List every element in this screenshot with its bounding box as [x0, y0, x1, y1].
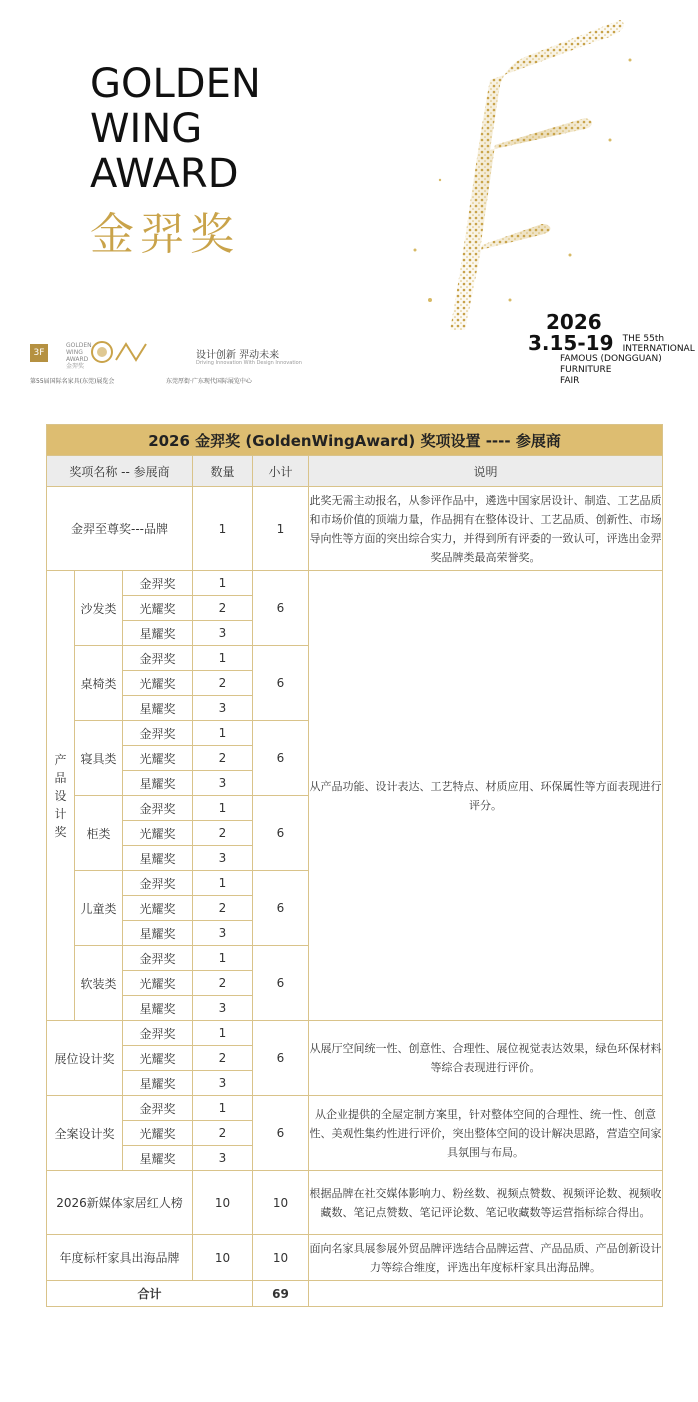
award-tier: 金羿奖: [123, 871, 193, 896]
qty-cell: 1: [193, 871, 253, 896]
award-tier: 星耀奖: [123, 1146, 193, 1171]
qty-cell: 3: [193, 696, 253, 721]
subtotal-cell: 1: [253, 487, 309, 571]
fair-edition-number: THE 55th: [622, 334, 665, 344]
vertical-char: 品: [54, 770, 67, 785]
qty-cell: 3: [193, 996, 253, 1021]
logo-line: AWARD: [90, 151, 239, 197]
award-name-booth: 展位设计奖: [47, 1021, 123, 1096]
qty-cell: 10: [193, 1235, 253, 1281]
category-sofa: 沙发类: [75, 571, 123, 646]
total-value: 69: [253, 1281, 309, 1307]
fair-date-range: 3.15-19: [528, 331, 614, 355]
logo-line: GOLDEN: [90, 61, 261, 107]
qty-cell: 1: [193, 796, 253, 821]
award-tier: 星耀奖: [123, 1071, 193, 1096]
qty-cell: 2: [193, 1121, 253, 1146]
category-children: 儿童类: [75, 871, 123, 946]
qty-cell: 2: [193, 896, 253, 921]
table-title: 2026 金羿奖 (GoldenWingAward) 奖项设置 ---- 参展商: [47, 425, 663, 456]
subtotal-cell: 6: [253, 946, 309, 1021]
award-tier: 金羿奖: [123, 946, 193, 971]
total-label: 合计: [47, 1281, 253, 1307]
qty-cell: 1: [193, 1021, 253, 1046]
category-cabinet: 柜类: [75, 796, 123, 871]
award-tier: 星耀奖: [123, 696, 193, 721]
qty-cell: 10: [193, 1171, 253, 1235]
award-tier: 星耀奖: [123, 846, 193, 871]
description-cell: 此奖无需主动报名，从参评作品中，遴选中国家居设计、制造、工艺品质和市场价值的顶端力量，作品拥有在整体设计、工艺品质、创新性、市场导向性等方面的突出综合实力，并得到所有评委的一致认可，评选出金羿奖品牌类最高荣誉奖。: [309, 487, 663, 571]
qty-cell: 2: [193, 671, 253, 696]
award-name-export-brand: 年度标杆家具出海品牌: [47, 1235, 193, 1281]
award-tier: 光耀奖: [123, 596, 193, 621]
small-award-mark: GOLDEN WING AWARD 金羿奖: [66, 342, 92, 370]
description-cell: 从展厅空间统一性、创意性、合理性、展位视觉表达效果，绿色环保材料等综合表现进行评价。: [309, 1021, 663, 1096]
award-name-new-media: 2026新媒体家居红人榜: [47, 1171, 193, 1235]
fair-name: [560, 354, 695, 387]
organizer-right: 东莞厚街·广东现代国际展览中心: [166, 378, 252, 385]
subtotal-cell: 6: [253, 721, 309, 796]
award-settings-table: [46, 424, 663, 1307]
award-tier: 金羿奖: [123, 646, 193, 671]
vertical-char: 设: [54, 788, 67, 803]
award-name-supreme: 金羿至尊奖---品牌: [47, 487, 193, 571]
award-tier: 光耀奖: [123, 821, 193, 846]
product-design-award-label: [47, 571, 75, 1021]
hero-banner: [0, 0, 698, 410]
qty-cell: 1: [193, 946, 253, 971]
category-soft-decor: 软装类: [75, 946, 123, 1021]
award-tier: 光耀奖: [123, 1046, 193, 1071]
subtotal-cell: 10: [253, 1235, 309, 1281]
award-name-whole-house: 全案设计奖: [47, 1096, 123, 1171]
qty-cell: 1: [193, 1096, 253, 1121]
header-quantity: 数量: [193, 456, 253, 487]
award-tier: 光耀奖: [123, 1121, 193, 1146]
subtotal-cell: 6: [253, 871, 309, 946]
3f-logo-icon: 3F: [30, 344, 48, 362]
organizer-left: 第55届国际名家具(东莞)展览会: [30, 378, 115, 385]
award-tier: 金羿奖: [123, 1096, 193, 1121]
qty-cell: 1: [193, 721, 253, 746]
award-tier: 星耀奖: [123, 621, 193, 646]
logo-line: WING: [90, 106, 203, 152]
category-bedding: 寝具类: [75, 721, 123, 796]
award-tier: 金羿奖: [123, 1021, 193, 1046]
qty-cell: 3: [193, 621, 253, 646]
total-empty-cell: [309, 1281, 663, 1307]
slogan-text: 设计创新 羿动未来: [196, 350, 280, 361]
qty-cell: 2: [193, 821, 253, 846]
award-tier: 光耀奖: [123, 746, 193, 771]
award-tier: 金羿奖: [123, 721, 193, 746]
description-cell: 面向名家具展参展外贸品牌评选结合品牌运营、产品品质、产品创新设计力等综合维度，评选出年度标杆家具出海品牌。: [309, 1235, 663, 1281]
golden-wing-award-logo: [90, 62, 261, 197]
fair-international: INTERNATIONAL: [622, 344, 695, 354]
award-tier: 金羿奖: [123, 571, 193, 596]
header-subtotal: 小计: [253, 456, 309, 487]
logo-chinese-name: 金羿奖: [90, 209, 240, 260]
subtotal-cell: 6: [253, 796, 309, 871]
qty-cell: 1: [193, 571, 253, 596]
award-tier: 星耀奖: [123, 996, 193, 1021]
slogan-subtitle: Driving Innovation With Design Innovation: [196, 360, 302, 366]
fair-date-block: [528, 312, 695, 387]
subtotal-cell: 10: [253, 1171, 309, 1235]
header-description: 说明: [309, 456, 663, 487]
fair-edition: [623, 334, 695, 354]
qty-cell: 3: [193, 921, 253, 946]
swirl-logo-icon: [90, 340, 150, 364]
subtotal-cell: 6: [253, 646, 309, 721]
description-cell: 从企业提供的全屋定制方案里，针对整体空间的合理性、统一性、创意性、美观性集约性进行评价，突出整体空间的设计解决思路，营造空间家具氛围与布局。: [309, 1096, 663, 1171]
award-tier: 光耀奖: [123, 971, 193, 996]
award-tier: 星耀奖: [123, 771, 193, 796]
qty-cell: 2: [193, 746, 253, 771]
fair-name-line: FURNITURE: [560, 365, 612, 375]
qty-cell: 1: [193, 487, 253, 571]
vertical-char: 计: [54, 806, 67, 821]
award-tier: 星耀奖: [123, 921, 193, 946]
qty-cell: 2: [193, 1046, 253, 1071]
subtotal-cell: 6: [253, 1096, 309, 1171]
fair-name-line: FAIR: [560, 376, 580, 386]
vertical-char: 奖: [54, 824, 67, 839]
fair-year: 2026: [546, 310, 602, 334]
qty-cell: 2: [193, 971, 253, 996]
award-tier: 光耀奖: [123, 671, 193, 696]
qty-cell: 3: [193, 771, 253, 796]
qty-cell: 3: [193, 1071, 253, 1096]
description-cell: 从产品功能、设计表达、工艺特点、材质应用、环保属性等方面表现进行评分。: [309, 571, 663, 1021]
award-tier: 金羿奖: [123, 796, 193, 821]
qty-cell: 3: [193, 846, 253, 871]
qty-cell: 2: [193, 596, 253, 621]
award-tier: 光耀奖: [123, 896, 193, 921]
qty-cell: 3: [193, 1146, 253, 1171]
vertical-char: 产: [54, 752, 67, 767]
fair-name-line: FAMOUS (DONGGUAN): [560, 354, 662, 364]
category-table-chair: 桌椅类: [75, 646, 123, 721]
subtotal-cell: 6: [253, 571, 309, 646]
qty-cell: 1: [193, 646, 253, 671]
subtotal-cell: 6: [253, 1021, 309, 1096]
header-award-name: 奖项名称 -- 参展商: [47, 456, 193, 487]
description-cell: 根据品牌在社交媒体影响力、粉丝数、视频点赞数、视频评论数、视频收藏数、笔记点赞数、笔记评论数、笔记收藏数等运营指标综合得出。: [309, 1171, 663, 1235]
organizer-logos: [30, 338, 302, 388]
